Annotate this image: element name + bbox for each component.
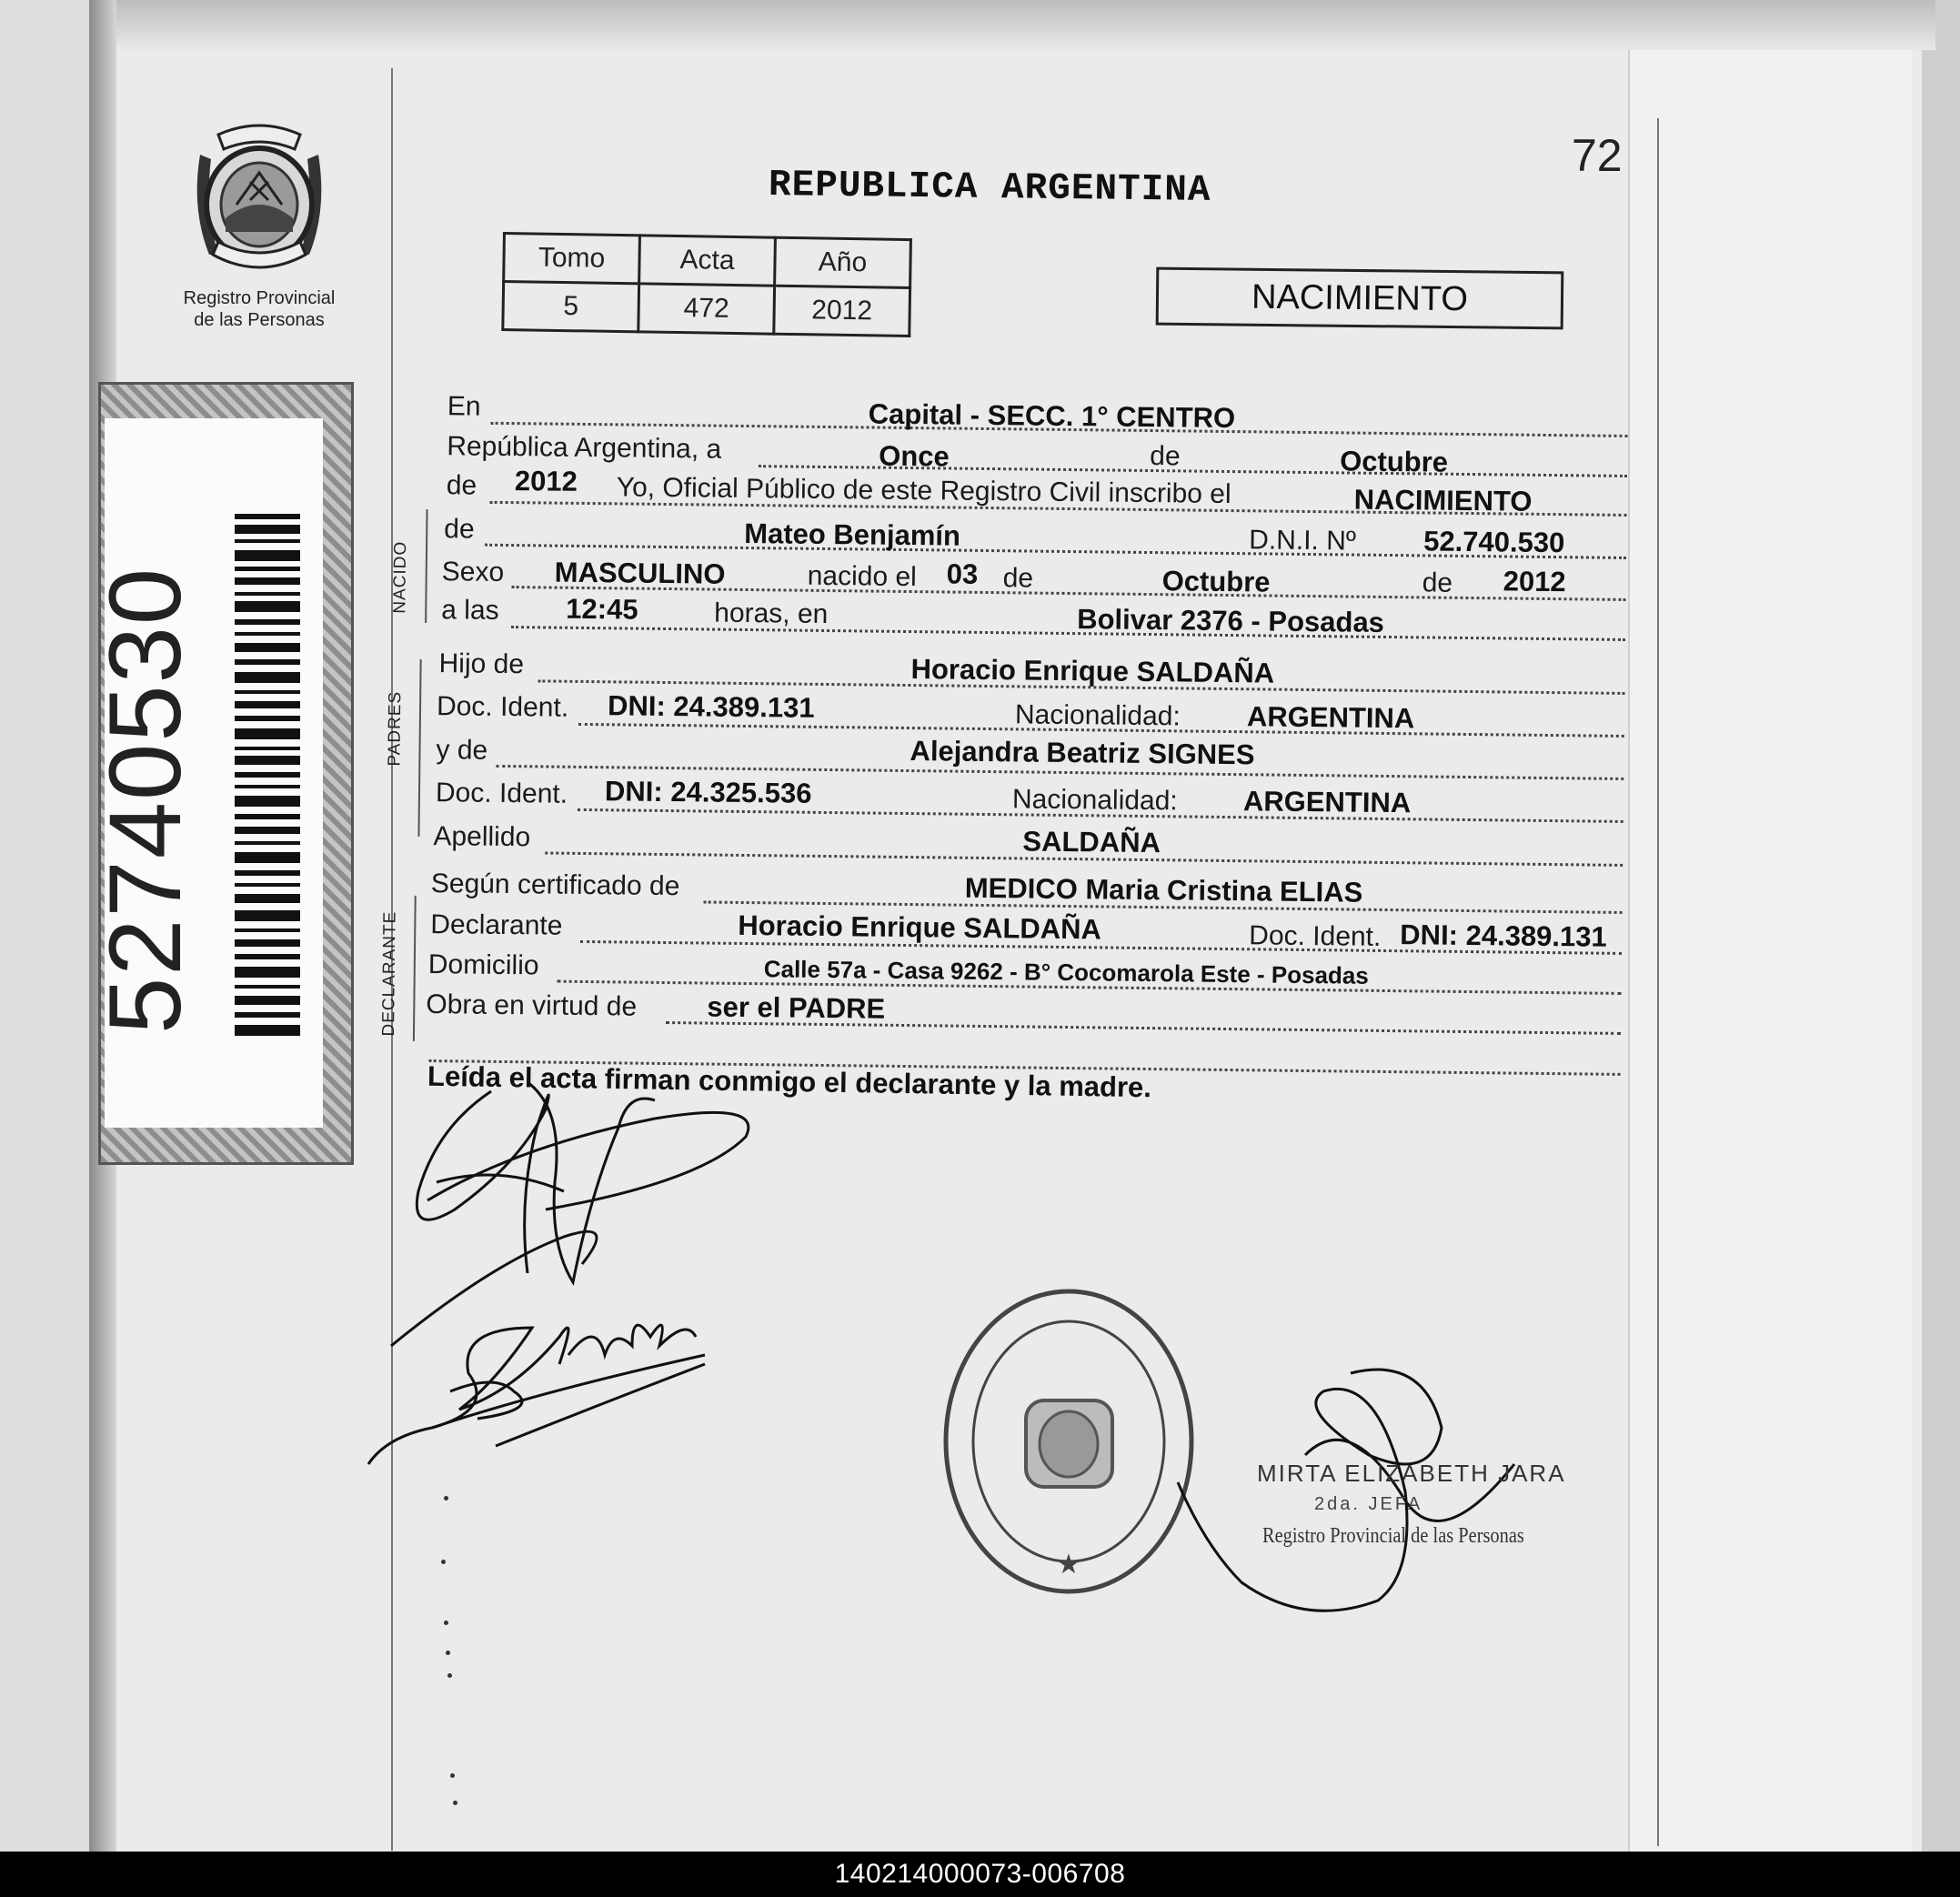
underlying-sheet [1628, 36, 1912, 1852]
registry-table-header [504, 234, 911, 288]
footer-code: 140214000073-006708 [0, 1852, 1960, 1897]
country-title: REPUBLICA ARGENTINA [768, 165, 1211, 212]
anio-inscripcion-value: 2012 [514, 465, 578, 497]
de-label: de [1150, 441, 1181, 472]
padre-nac-label: Nacionalidad: [1014, 699, 1181, 732]
republica-label: República Argentina, a [447, 431, 722, 465]
hijo-de-label: Hijo de [438, 648, 525, 680]
domicilio-value: Calle 57a - Casa 9262 - B° Cocomarola Este - Posadas [763, 955, 1369, 989]
nacido-de2-label: de [1422, 567, 1453, 598]
apellido-label: Apellido [433, 821, 531, 853]
sexo-label: Sexo [441, 557, 505, 587]
side-label-nacido: NACIDO [390, 540, 411, 614]
value-tomo: 5 [503, 282, 639, 332]
hora-value: 12:45 [566, 592, 638, 626]
logo-caption [155, 287, 364, 331]
inscribo-label: Yo, Oficial Público de este Registro Civil inscribo el [616, 472, 1231, 510]
page-number: 72 [1572, 130, 1623, 181]
registry-table [501, 232, 912, 337]
value-acta: 472 [638, 284, 775, 334]
declarante-value: Horacio Enrique SALDAÑA [738, 908, 1102, 946]
nacido-anio-value: 2012 [1503, 565, 1566, 598]
registry-table-values [503, 282, 910, 336]
header-anio: Año [775, 237, 911, 287]
header-tomo: Tomo [504, 234, 640, 284]
hora-label: a las [441, 595, 499, 626]
province-seal-logo [182, 118, 337, 282]
certificado-label: Según certificado de [430, 868, 680, 902]
header-acta: Acta [639, 236, 776, 286]
dni-label: D.N.I. Nº [1249, 525, 1357, 557]
registry-stamp [937, 1282, 1201, 1601]
declarante-label: Declarante [430, 909, 563, 941]
madre-value: Alejandra Beatriz SIGNES [910, 735, 1255, 771]
sexo-value: MASCULINO [554, 556, 726, 590]
value-anio: 2012 [774, 286, 910, 336]
nombre-label: de [444, 514, 475, 545]
logo-caption-line2: de las Personas [194, 310, 325, 330]
y-de-label: y de [436, 735, 488, 766]
domicilio-label: Domicilio [427, 949, 539, 981]
record-type-box: NACIMIENTO [1156, 267, 1564, 330]
obra-value: ser el PADRE [707, 990, 886, 1025]
top-shadow [116, 0, 1935, 50]
lugar-inscripcion-value: Capital - SECC. 1° CENTRO [868, 397, 1236, 435]
nombre-value: Mateo Benjamín [744, 517, 961, 552]
acto-inscripto-value: NACIMIENTO [1353, 483, 1533, 517]
padre-doc-value: DNI: 24.389.131 [607, 689, 815, 724]
nacido-dia-value: 03 [946, 557, 979, 590]
dni-value: 52.740.530 [1423, 525, 1565, 559]
madre-doc-value: DNI: 24.325.536 [604, 775, 812, 809]
closing-statement: Leída el acta firman conmigo el declarante y la madre. [427, 1059, 1152, 1104]
side-label-padres: PADRES [385, 690, 406, 767]
madre-nac-label: Nacionalidad: [1011, 784, 1178, 817]
right-margin-rule [1657, 118, 1659, 1846]
padre-value: Horacio Enrique SALDAÑA [910, 653, 1275, 689]
official-name: MIRTA ELIZABETH JARA [1257, 1460, 1566, 1487]
en-label: En [447, 391, 481, 422]
padre-nac-value: ARGENTINA [1246, 700, 1415, 735]
official-title: 2da. JEFA [1314, 1494, 1423, 1514]
padre-doc-label: Doc. Ident. [436, 691, 569, 723]
de2-label: de [446, 470, 477, 501]
nacido-de-label: de [1002, 563, 1034, 594]
madre-doc-label: Doc. Ident. [435, 778, 568, 809]
declarante-doc-label: Doc. Ident. [1249, 920, 1382, 952]
certificado-value: MEDICO Maria Cristina ELIAS [964, 871, 1363, 908]
side-label-declarante: DECLARANTE [378, 910, 400, 1037]
logo-caption-line1: Registro Provincial [183, 288, 336, 308]
declarante-doc-value: DNI: 24.389.131 [1400, 918, 1607, 953]
obra-label: Obra en virtud de [426, 989, 638, 1022]
nacido-mes-value: Octubre [1161, 565, 1271, 598]
barcode [235, 514, 300, 1041]
svg-text:★: ★ [1056, 1550, 1081, 1580]
dia-inscripcion-value: Once [879, 439, 950, 473]
apellido-value: SALDAÑA [1022, 825, 1161, 859]
nacido-el-label: nacido el [807, 560, 917, 593]
label-number: 52740530 [88, 566, 202, 1035]
official-office: Registro Provincial de las Personas [1262, 1524, 1524, 1548]
lugar-label: horas, en [714, 597, 829, 630]
mes-inscripcion-value: Octubre [1339, 445, 1449, 478]
mother-signature [359, 1273, 723, 1487]
lugar-nacimiento-value: Bolivar 2376 - Posadas [1077, 603, 1385, 638]
madre-nac-value: ARGENTINA [1242, 785, 1412, 819]
